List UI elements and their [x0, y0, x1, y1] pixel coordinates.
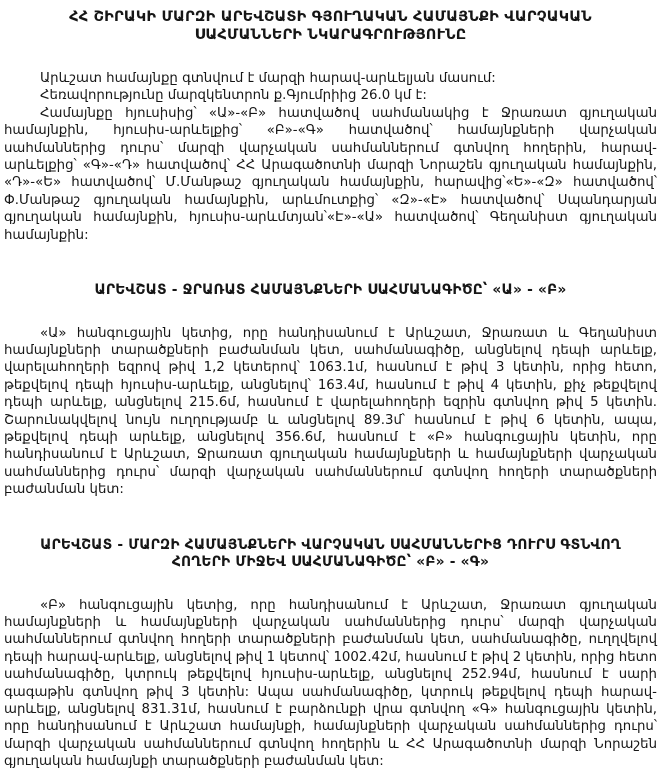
intro-paragraph-borders: Համայնքը հյուսիսից՝ «Ա»-«Բ» հատվածով սահմանակից է Ջրառատ գյուղական համայնքին, հյուսիս-արևելքից՝ «Բ»-«Գ» հատվածով՝ համայնքների վարչական սահմաններից դուրս՝ մարզի վարչական սահմաններում գտնվող հողերին, հարավ-արևելքից՝ «Գ»-«Դ» հատվածով՝ ՀՀ Արագածոտնի մարզի Նորաշեն գյուղական համայնքին, «Դ»-«Ե» հատվածով՝ Մ.Մանթաշ գյուղական համայնքին, հարավից՝«Ե»-«Զ» հատվածով՝ Փ.Մանթաշ գյուղական համայնքին, արևմուտքից՝ «Զ»-«Է» հատվածով՝ Սպանդարյան գյուղական համայնքին, հյուսիս-արևմտյան՝«Է»-«Ա» հատվածով՝ Գեղանիստ գյուղական համայնքին:: [4, 105, 657, 243]
document-title: [34, 8, 627, 44]
section2-heading-line-2: ՀՈՂԵՐԻ ՄԻՋԵՎ ՍԱՀՄԱՆԱԳԻԾԸ՝ «Բ» - «Գ»: [171, 554, 490, 571]
section1-body-section: [4, 325, 657, 499]
intro-paragraph-distance: Հեռավորությունը մարզկենտրոն ք.Գյումրիից 26.0 կմ է:: [40, 88, 427, 104]
document-title-line-2: ՍԱՀՄԱՆՆԵՐԻ ՆԿԱՐԱԳՐՈՒԹՅՈՒՆԸ: [194, 27, 467, 43]
intro-paragraph-location: Արևշատ համայնքը գտնվում է մարզի հարավ-արևելյան մասում:: [40, 71, 496, 86]
section2-heading: [24, 537, 637, 572]
section2-body-section: [4, 597, 657, 771]
section1-heading: [24, 282, 637, 300]
section1-heading-text: ԱՐԵՎՇԱՏ - ՋՐԱՌԱՏ ՀԱՄԱՅՆՔՆԵՐԻ ՍԱՀՄԱՆԱԳԻԾԸ՝ «Ա» - «Բ»: [94, 282, 567, 299]
document-title-line-1: ՀՀ ՇԻՐԱԿԻ ՄԱՐԶԻ ԱՐԵՎՇԱՏԻ ԳՅՈՒՂԱԿԱՆ ՀԱՄԱՅՆՔԻ ՎԱՐՉԱԿԱՆ: [69, 9, 592, 25]
section2-paragraph: «Բ» հանգուցային կետից, որը հանդիսանում է Արևշատ, Ջրառատ գյուղական համայնքների և համայնքների վարչական սահմաններից դուրս՝ մարզի վարչական սահմաններում գտնվող հողերի տարածքների բաժանման կետ, սահմանագիծը, ուղղվելով դեպի հարավ-արևելք, անցնելով թիվ 1 կետով՝ 1002.42մ, հասնում է թիվ 2 կետին, որից հետո սահմանագիծը, կտրուկ թեքվելով հյուսիս-արևելք, անցնելով 252.94մ, հասնում է սարի գագաթին գտնվող թիվ 3 կետին: Ապա սահմանագիծը, կտրուկ թեքվելով դեպի հարավ-արևելք, անցնելով 831.31մ, հասնում է բարձունքի վրա գտնվող «Գ» հանգուցային կետին, որը հանդիսանում է Արևշատ համայնքի, համայնքների վարչական սահմաններից դուրս՝ մարզի վարչական սահմաններում գտնվող հողերին և ՀՀ Արագածոտնի մարզի Նորաշեն գյուղական համայնքի տարածքների բաժանման կետ:: [4, 597, 657, 770]
section1-paragraph: «Ա» հանգուցային կետից, որը հանդիսանում է Արևշատ, Ջրառատ և Գեղանիստ համայնքների տարածքների բաժանման կետ, սահմանագիծը, անցնելով դեպի արևելք, վարելահողերի եզրով թիվ 1,2 կետերով՝ 1063.1մ, հասնում է թիվ 3 կետին, որից հետո, թեքվելով դեպի հյուսիս-արևելք, անցնելով՝ 163.4մ, հասնում է թիվ 4 կետին, քիչ թեքվելով դեպի արևելք, անցնելով 215.6մ, հասնում է վարելահողերի եզրին գտնվող թիվ 5 կետին. Շարունակվելով նույն ուղղությամբ և անցնելով 89.3մ՝ հասնում է թիվ 6 կետին, ապա, թեքվելով դեպի արևելք, անցնելով 356.6մ, հասնում է «Բ» հանգուցային կետին, որը հանդիսանում է Արևշատ, Ջրառատ գյուղական համայնքների և համայնքների վարչական սահմաններից դուրս՝ մարզի վարչական սահմաններում գտնվող հողերի տարածքների բաժանման կետ:: [4, 325, 657, 498]
intro-section: [4, 70, 657, 244]
section2-heading-line-1: ԱՐԵՎՇԱՏ - ՄԱՐԶԻ ՀԱՄԱՅՆՔՆԵՐԻ ՎԱՐՉԱԿԱՆ ՍԱՀՄԱՆՆԵՐԻՑ ԴՈՒՐՍ ԳՏՆՎՈՂ: [40, 536, 621, 553]
